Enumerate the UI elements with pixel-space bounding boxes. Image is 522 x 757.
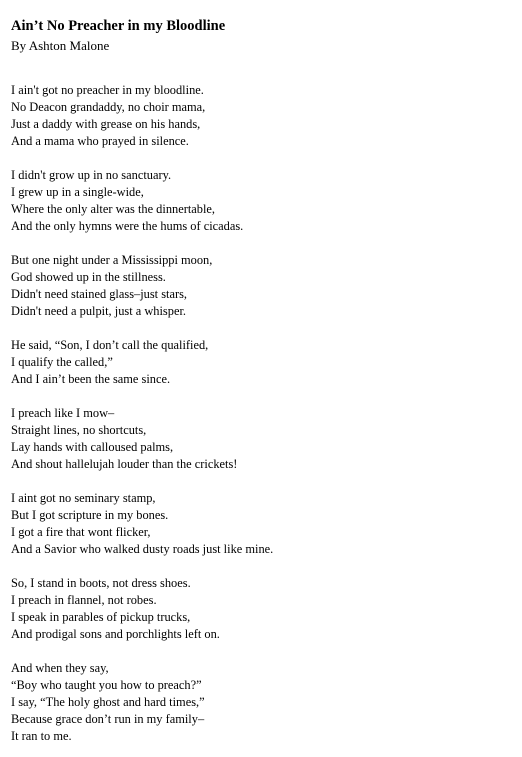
poem-stanza	[11, 252, 522, 320]
poem-line: “Boy who taught you how to preach?”	[11, 678, 202, 692]
poem-line: Straight lines, no shortcuts,	[11, 423, 147, 437]
poem-line: Because grace don’t run in my family–	[11, 712, 205, 726]
poem-line: Lay hands with calloused palms,	[11, 440, 174, 454]
poem-stanza	[11, 575, 522, 643]
poem-line: God showed up in the stillness.	[11, 270, 166, 284]
poem-line: I preach like I mow–	[11, 406, 115, 420]
poem-line: Just a daddy with grease on his hands,	[11, 117, 201, 131]
poem-line: I got a fire that wont flicker,	[11, 525, 151, 539]
poem-line: And shout hallelujah louder than the crickets!	[11, 457, 238, 471]
poem-line: Didn't need stained glass–just stars,	[11, 287, 188, 301]
poem-stanza	[11, 167, 522, 235]
poem-line: And when they say,	[11, 661, 109, 675]
poem-title: Ain’t No Preacher in my Bloodline	[11, 18, 226, 34]
poem-stanza	[11, 490, 522, 558]
poem-line: I qualify the called,”	[11, 355, 113, 369]
poem-line: Where the only alter was the dinnertable,	[11, 202, 216, 216]
poem-stanza	[11, 405, 522, 473]
poem-line: I ain't got no preacher in my bloodline.	[11, 83, 204, 97]
poem-line: And a mama who prayed in silence.	[11, 134, 189, 148]
poem-line: But one night under a Mississippi moon,	[11, 253, 213, 267]
poem-line: But I got scripture in my bones.	[11, 508, 169, 522]
poem-line: I preach in flannel, not robes.	[11, 593, 157, 607]
poem-body	[11, 82, 522, 745]
poem-author: By Ashton Malone	[11, 38, 110, 53]
poem-line: I speak in parables of pickup trucks,	[11, 610, 191, 624]
poem-line: Didn't need a pulpit, just a whisper.	[11, 304, 186, 318]
poem-line: I say, “The holy ghost and hard times,”	[11, 695, 205, 709]
poem-stanza	[11, 337, 522, 388]
poem-stanza	[11, 82, 522, 150]
poem-line: I grew up in a single-wide,	[11, 185, 144, 199]
poem-line: And the only hymns were the hums of cicadas.	[11, 219, 244, 233]
poem-stanza	[11, 660, 522, 745]
poem-line: And prodigal sons and porchlights left on.	[11, 627, 220, 641]
poem-line: He said, “Son, I don’t call the qualified,	[11, 338, 209, 352]
poem-line: And I ain’t been the same since.	[11, 372, 171, 386]
poem-line: And a Savior who walked dusty roads just like mine.	[11, 542, 274, 556]
poem-line: It ran to me.	[11, 729, 72, 743]
poem-line: I aint got no seminary stamp,	[11, 491, 156, 505]
poem-line: No Deacon grandaddy, no choir mama,	[11, 100, 206, 114]
poem-line: So, I stand in boots, not dress shoes.	[11, 576, 191, 590]
poem-line: I didn't grow up in no sanctuary.	[11, 168, 172, 182]
